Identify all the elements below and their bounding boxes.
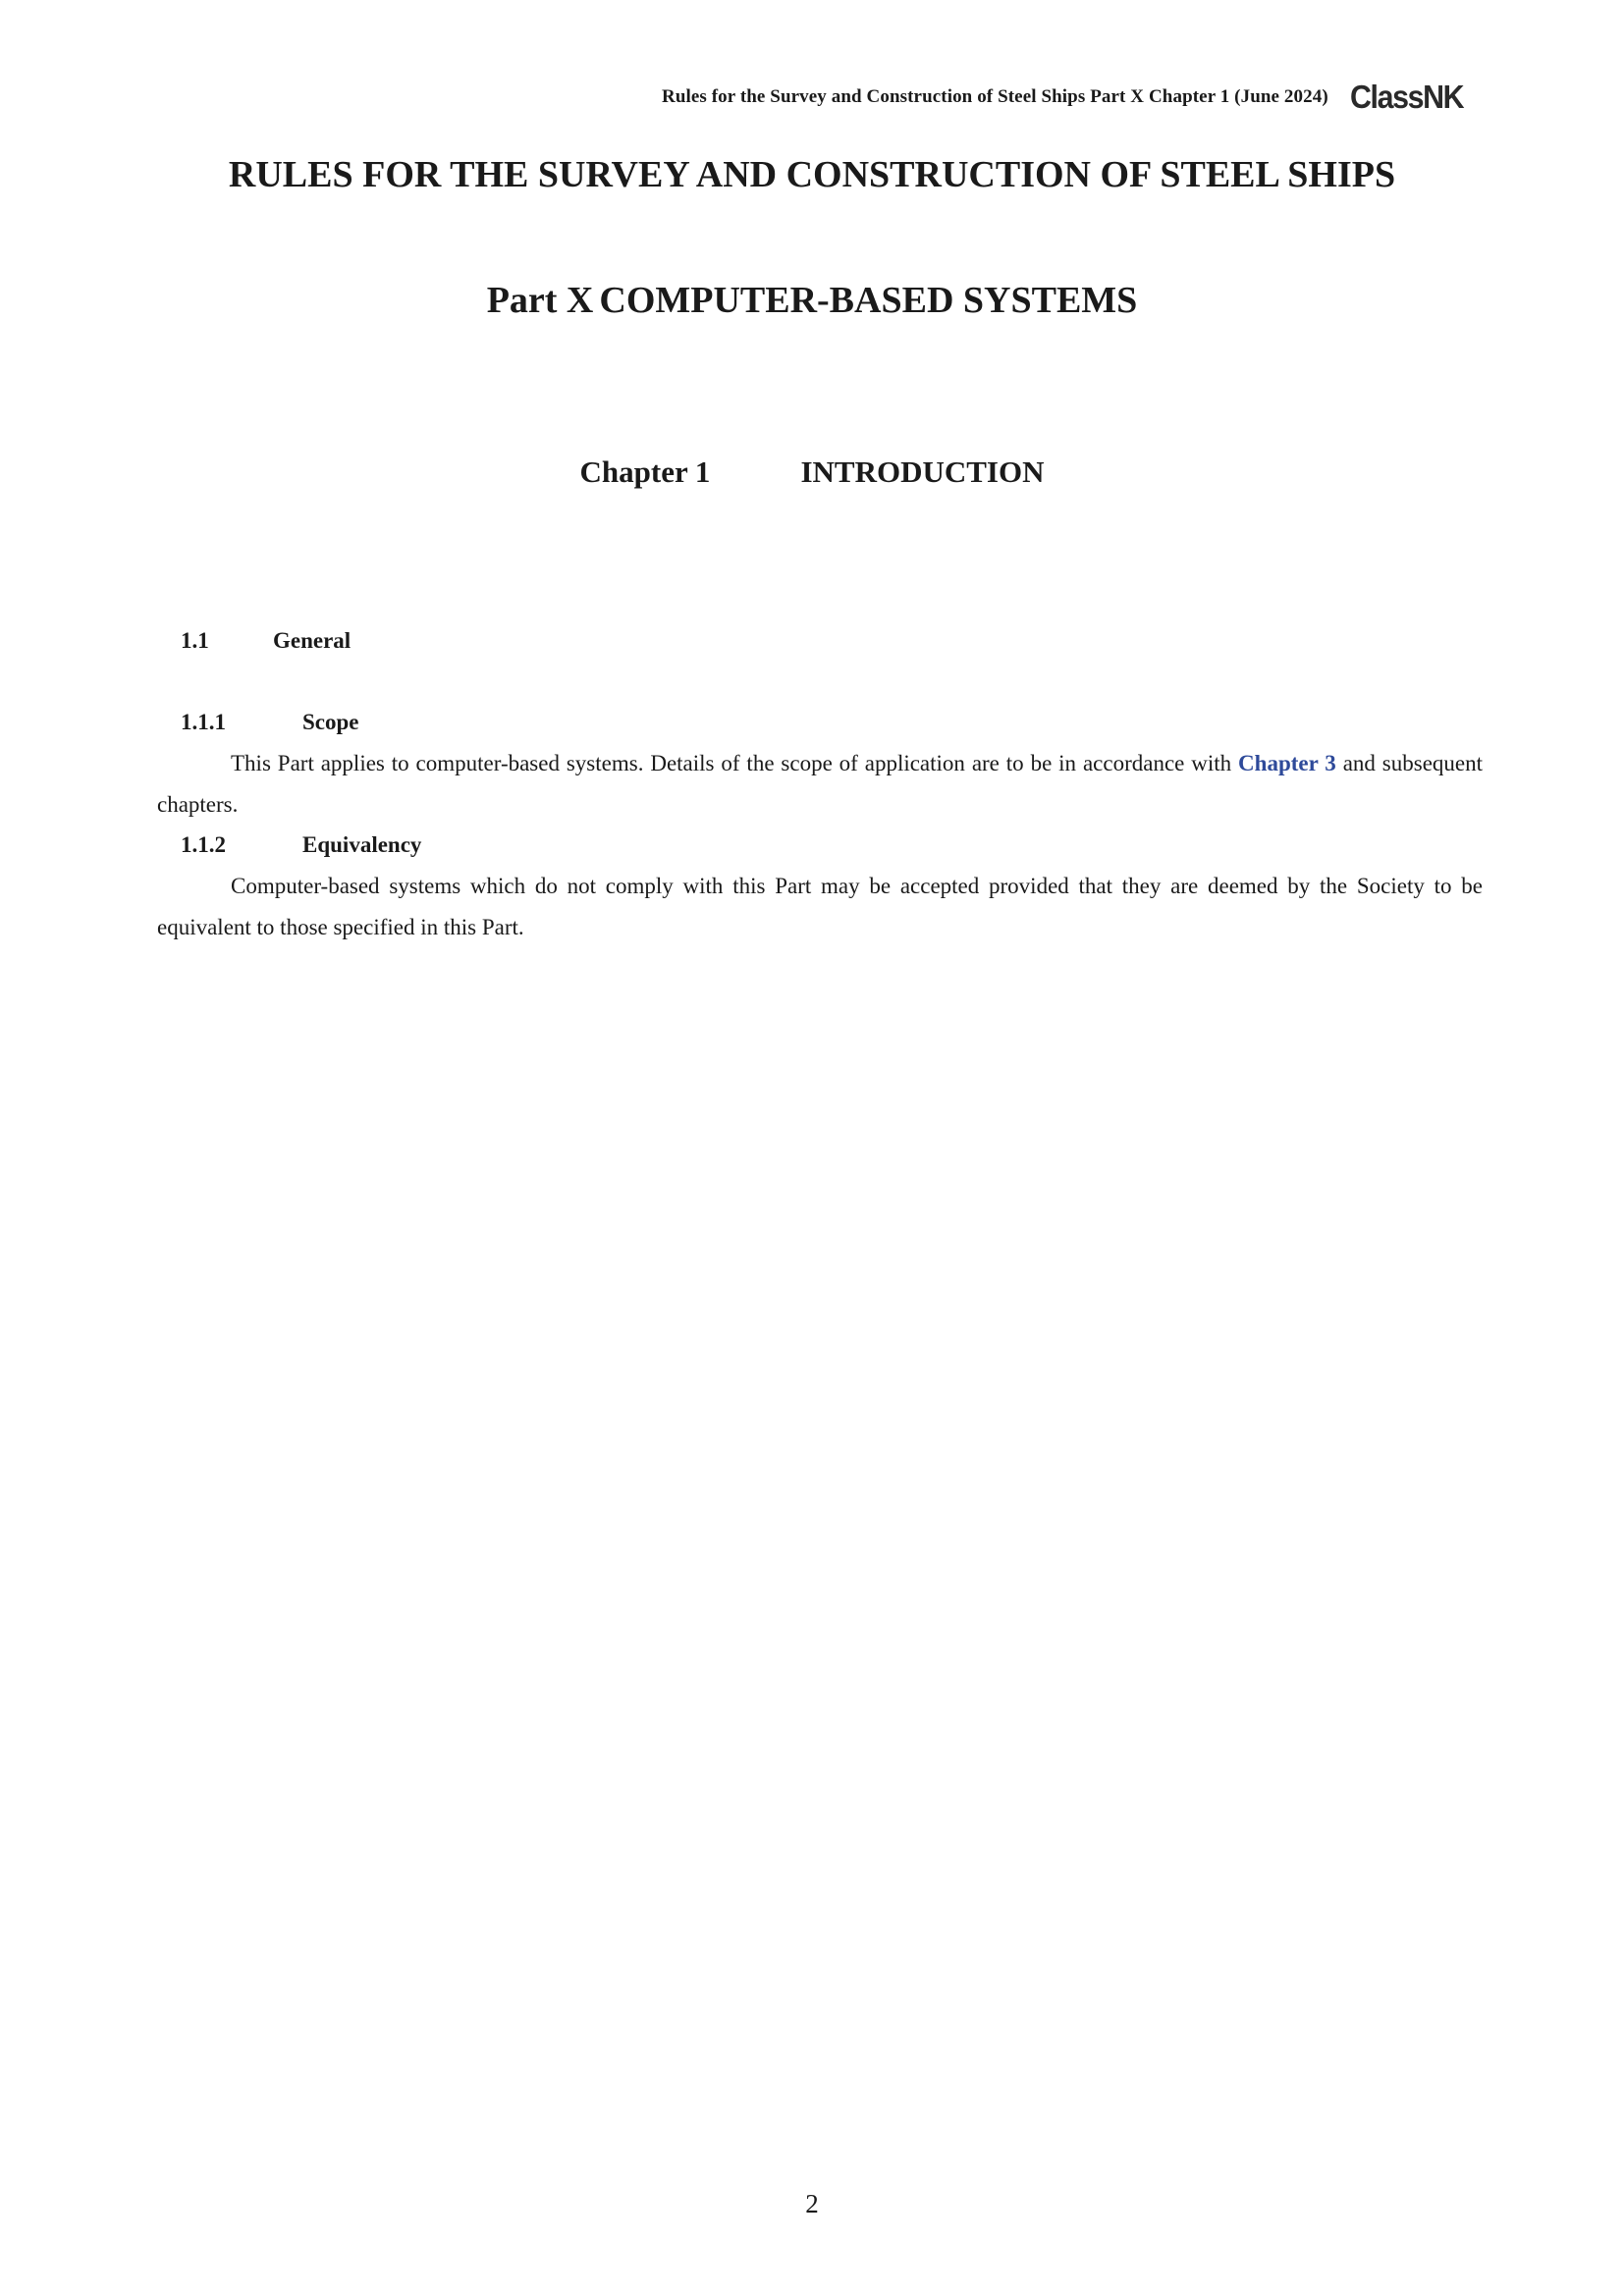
section-heading (181, 628, 351, 654)
classnk-logo: ClassNK (1349, 79, 1463, 115)
scope-text-start: This Part applies to computer-based systems. Details of the scope of application are to be in accordance with (231, 751, 1239, 775)
section-number: 1.1 (181, 628, 209, 653)
equivalency-paragraph: Computer-based systems which do not comply with this Part may be accepted provided that they are deemed by the Society to be equivalent to those specified in this Part. (157, 874, 1483, 939)
part-number: Part X (486, 280, 594, 321)
subsection-heading-scope (181, 710, 359, 735)
chapter-heading (0, 454, 1624, 490)
scope-text-end: and subsequent chapters. (157, 751, 1483, 817)
subsection-title: Scope (302, 710, 359, 734)
subsection-title: Equivalency (302, 832, 422, 857)
part-title (0, 279, 1624, 322)
chapter-name: INTRODUCTION (800, 454, 1045, 489)
running-header-title: Rules for the Survey and Construction of Steel Ships Part X Chapter 1 (June 2024) (662, 85, 1328, 107)
section-title: General (273, 628, 352, 653)
scope-paragraph (157, 743, 1483, 826)
page-number: 2 (805, 2189, 819, 2218)
subsection-number: 1.1.2 (181, 832, 226, 857)
part-name: COMPUTER-BASED SYSTEMS (599, 280, 1138, 321)
subsection-heading-equivalency (181, 832, 421, 858)
chapter-number: Chapter 1 (579, 454, 711, 489)
subsection-number: 1.1.1 (181, 710, 226, 734)
chapter-3-link[interactable]: Chapter 3 (1238, 751, 1336, 775)
document-title: RULES FOR THE SURVEY AND CONSTRUCTION OF STEEL SHIPS (228, 154, 1396, 195)
running-header (662, 80, 1473, 113)
